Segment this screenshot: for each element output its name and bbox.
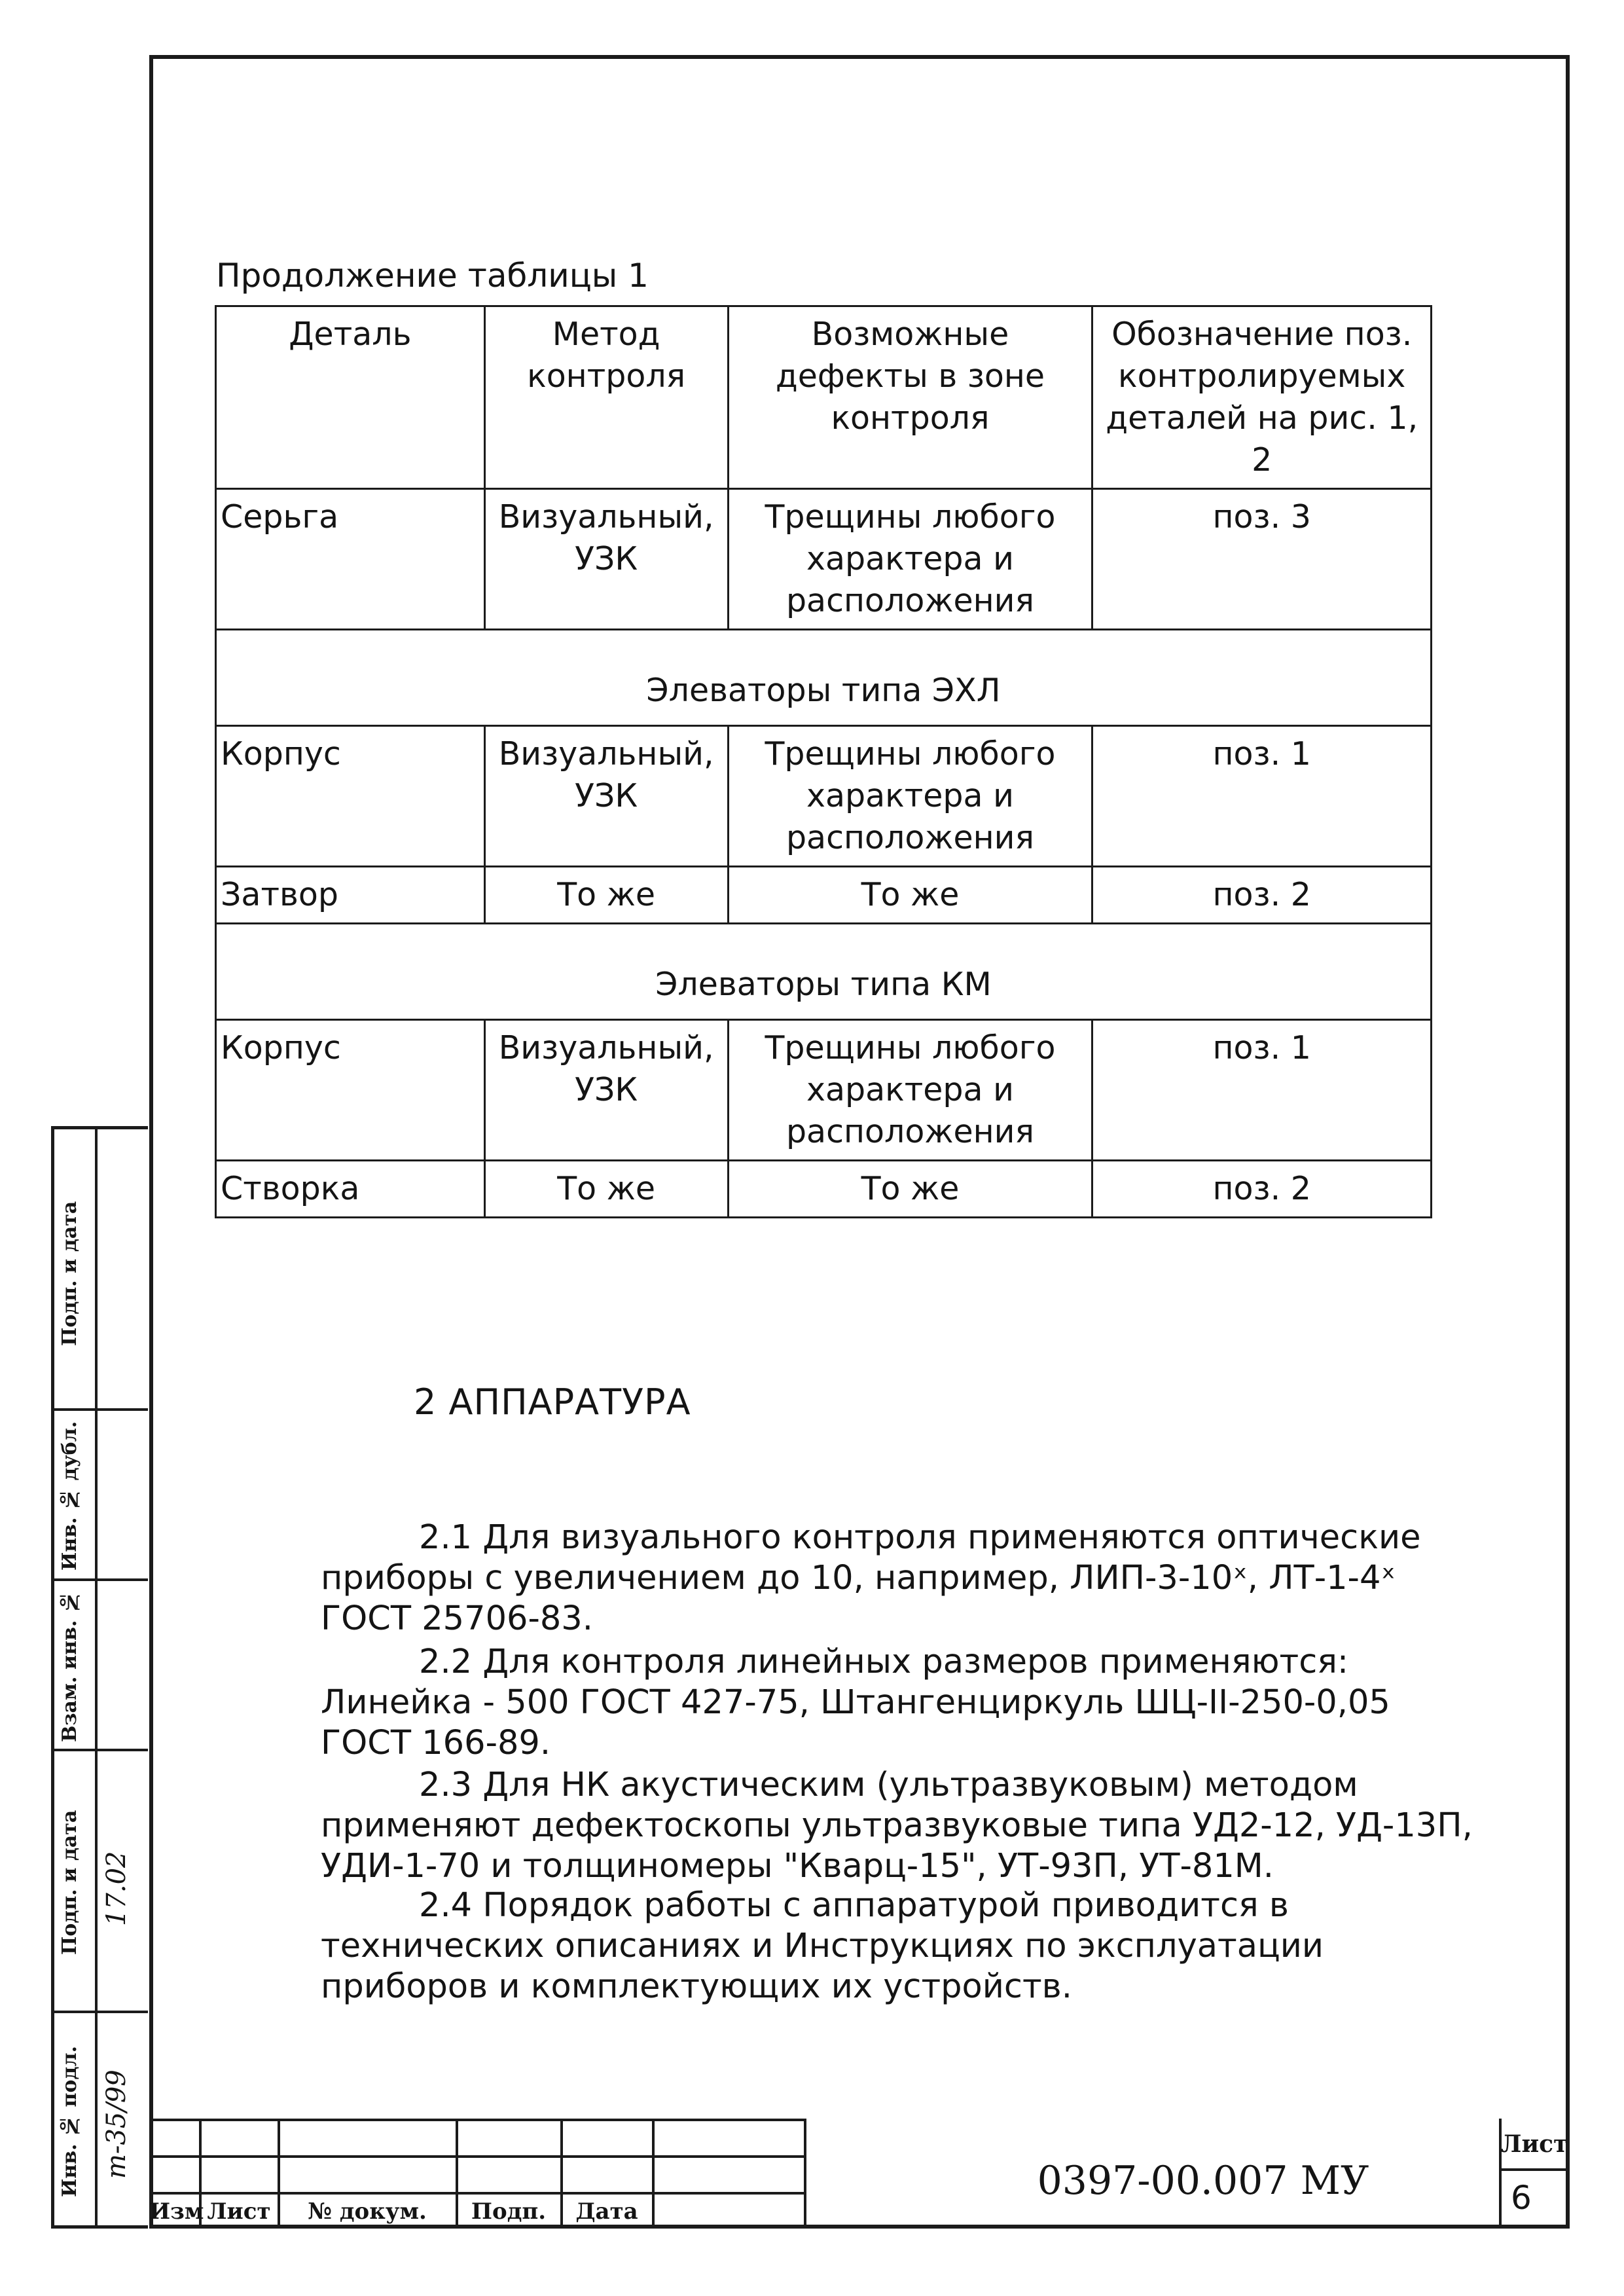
cell-position: поз. 1 (1092, 1020, 1432, 1161)
side-label-dup-inv: Инв. № дубл. (58, 1421, 81, 1571)
section-title: 2 АППАРАТУРА (414, 1381, 691, 1423)
cell-defects: То же (728, 1161, 1092, 1218)
side-label-sign-date: Подп. и дата (58, 1201, 81, 1346)
cell-position: поз. 1 (1092, 726, 1432, 867)
side-label-orig-inv: Инв. № подл. (58, 2045, 81, 2197)
paragraph-2-2 (321, 1642, 1473, 1764)
header-position: Обозначение поз. контролируемых деталей на рис. 1, 2 (1092, 306, 1432, 489)
side-stamp (51, 1126, 148, 2229)
handwritten-date: 17.02 (101, 1851, 132, 1927)
tb-line (652, 2119, 655, 2229)
group-title: Элеваторы типа КМ (216, 924, 1432, 1020)
paragraph-2-1 (321, 1518, 1473, 1639)
paragraph-2-4 (321, 1886, 1473, 2007)
paragraph-text: 2.4 Порядок работы с аппаратурой приводится в технических описаниях и Инструкциях по эксплуатации приборов и комплектующих их устройств. (321, 1886, 1324, 2006)
cell-method: Визуальный, УЗК (484, 1020, 728, 1161)
side-row-line (54, 1749, 148, 1751)
tb-col-date: Дата (575, 2198, 638, 2225)
defects-table (215, 305, 1432, 1218)
side-row-line (54, 1408, 148, 1411)
paragraph-text: 2.1 Для визуального контроля применяются оптические приборы с увеличением до 10, например, ЛИП-3-10ˣ, ЛТ-1-4ˣ ГОСТ 25706-83. (321, 1518, 1421, 1638)
group-title-row (216, 630, 1432, 726)
tb-line (149, 2155, 804, 2158)
table-row (216, 1020, 1432, 1161)
tb-col-change: Изм (149, 2198, 204, 2225)
sheet-label: Лист (1500, 2130, 1568, 2158)
tb-col-doc: № докум. (308, 2198, 427, 2225)
side-divider (95, 1129, 98, 2225)
tb-line (149, 2119, 804, 2121)
paragraph-text: 2.3 Для НК акустическим (ультразвуковым) методом применяют дефектоскопы ультразвуковые типа УД2-12, УД-13П, УДИ-1-70 и толщиномеры "Кварц-15", УТ-93П, УТ-81М. (321, 1766, 1473, 1886)
cell-method: То же (484, 867, 728, 924)
paragraph-2-3 (321, 1765, 1473, 1887)
table-caption: Продолжение таблицы 1 (216, 257, 649, 295)
sheet-number: 6 (1511, 2179, 1532, 2217)
header-defects: Возможные дефекты в зоне контроля (728, 306, 1092, 489)
tb-line (149, 2192, 804, 2195)
side-label-replace-inv: Взам. инв. № (58, 1590, 81, 1742)
group-title: Элеваторы типа ЭХЛ (216, 630, 1432, 726)
table-row (216, 867, 1432, 924)
cell-defects: Трещины любого характера и расположения (728, 489, 1092, 630)
cell-part: Серьга (216, 489, 485, 630)
table-row (216, 1161, 1432, 1218)
cell-defects: Трещины любого характера и расположения (728, 1020, 1092, 1161)
table-row (216, 726, 1432, 867)
group-title-row (216, 924, 1432, 1020)
cell-position: поз. 3 (1092, 489, 1432, 630)
side-row-line (54, 1578, 148, 1581)
cell-position: поз. 2 (1092, 1161, 1432, 1218)
table-header-row (216, 306, 1432, 489)
cell-method: Визуальный, УЗК (484, 726, 728, 867)
cell-defects: Трещины любого характера и расположения (728, 726, 1092, 867)
handwritten-inventory: т-35/99 (101, 2069, 132, 2179)
tb-col-sheet: Лист (207, 2198, 271, 2225)
side-row-line (54, 2011, 148, 2013)
cell-part: Корпус (216, 726, 485, 867)
tb-line (804, 2119, 806, 2229)
cell-part: Створка (216, 1161, 485, 1218)
title-block (149, 2119, 1570, 2229)
table-row (216, 489, 1432, 630)
document-code: 0397-00.007 МУ (1037, 2158, 1369, 2204)
cell-part: Корпус (216, 1020, 485, 1161)
side-label-sign-date-2: Подп. и дата (58, 1810, 81, 1955)
cell-part: Затвор (216, 867, 485, 924)
header-method: Метод контроля (484, 306, 728, 489)
header-part: Деталь (216, 306, 485, 489)
cell-method: То же (484, 1161, 728, 1218)
paragraph-text: 2.2 Для контроля линейных размеров применяются: Линейка - 500 ГОСТ 427-75, Штангенциркуль ШЦ-II-250-0,05 ГОСТ 166-89. (321, 1643, 1390, 1762)
cell-position: поз. 2 (1092, 867, 1432, 924)
cell-method: Визуальный, УЗК (484, 489, 728, 630)
cell-defects: То же (728, 867, 1092, 924)
tb-col-sign: Подп. (471, 2198, 547, 2225)
